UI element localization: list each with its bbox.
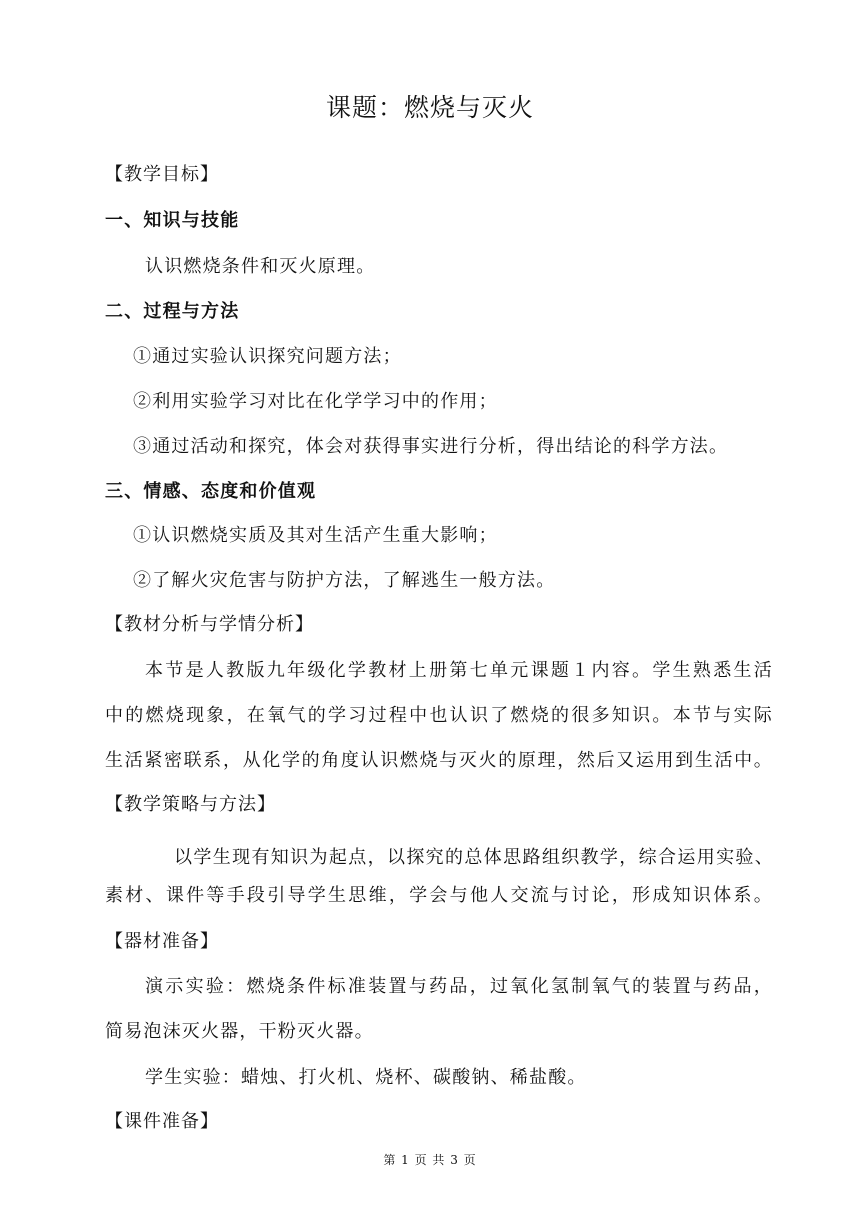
analysis-line-3: 生活紧密联系，从化学的角度认识燃烧与灭火的原理，然后又运用到生活中。 bbox=[105, 750, 773, 771]
section-teaching-strategy: 【教学策略与方法】 bbox=[105, 794, 276, 815]
knowledge-skills-text: 认识燃烧条件和灭火原理。 bbox=[145, 256, 376, 277]
section-equipment: 【器材准备】 bbox=[105, 931, 219, 952]
analysis-line-2: 中的燃烧现象，在氧气的学习过程中也认识了燃烧的很多知识。本节与实际 bbox=[105, 705, 773, 726]
section-courseware: 【课件准备】 bbox=[105, 1111, 219, 1132]
emotion-item-2: ②了解火灾危害与防护方法，了解逃生一般方法。 bbox=[133, 570, 556, 591]
section-teaching-objectives: 【教学目标】 bbox=[105, 164, 219, 185]
demo-line-2: 简易泡沫灭火器，干粉灭火器。 bbox=[105, 1021, 374, 1042]
page-footer: 第 1 页 共 3 页 bbox=[383, 1153, 477, 1167]
emotion-item-1: ①认识燃烧实质及其对生活产生重大影响； bbox=[133, 525, 498, 546]
demo-line-1: 演示实验：燃烧条件标准装置与药品，过氧化氢制氧气的装置与药品， bbox=[145, 976, 773, 997]
page-title: 课题：燃烧与灭火 bbox=[325, 93, 534, 122]
heading-emotion-values: 三、情感、态度和价值观 bbox=[105, 481, 317, 502]
heading-knowledge-skills: 一、知识与技能 bbox=[105, 210, 240, 231]
analysis-line-1: 本节是人教版九年级化学教材上册第七单元课题１内容。学生熟悉生活 bbox=[145, 660, 773, 681]
heading-process-methods: 二、过程与方法 bbox=[105, 301, 240, 322]
process-item-1: ①通过实验认识探究问题方法； bbox=[133, 346, 402, 367]
student-experiment-text: 学生实验：蜡烛、打火机、烧杯、碳酸钠、稀盐酸。 bbox=[145, 1067, 587, 1088]
process-item-2: ②利用实验学习对比在化学学习中的作用； bbox=[133, 391, 498, 412]
strategy-line-1: 以学生现有知识为起点，以探究的总体思路组织教学，综合运用实验、 bbox=[174, 847, 774, 868]
process-item-3: ③通过活动和探究，体会对获得事实进行分析，得出结论的科学方法。 bbox=[133, 436, 729, 457]
section-material-analysis: 【教材分析与学情分析】 bbox=[105, 614, 314, 635]
strategy-line-2: 素材、课件等手段引导学生思维，学会与他人交流与讨论，形成知识体系。 bbox=[105, 885, 773, 906]
